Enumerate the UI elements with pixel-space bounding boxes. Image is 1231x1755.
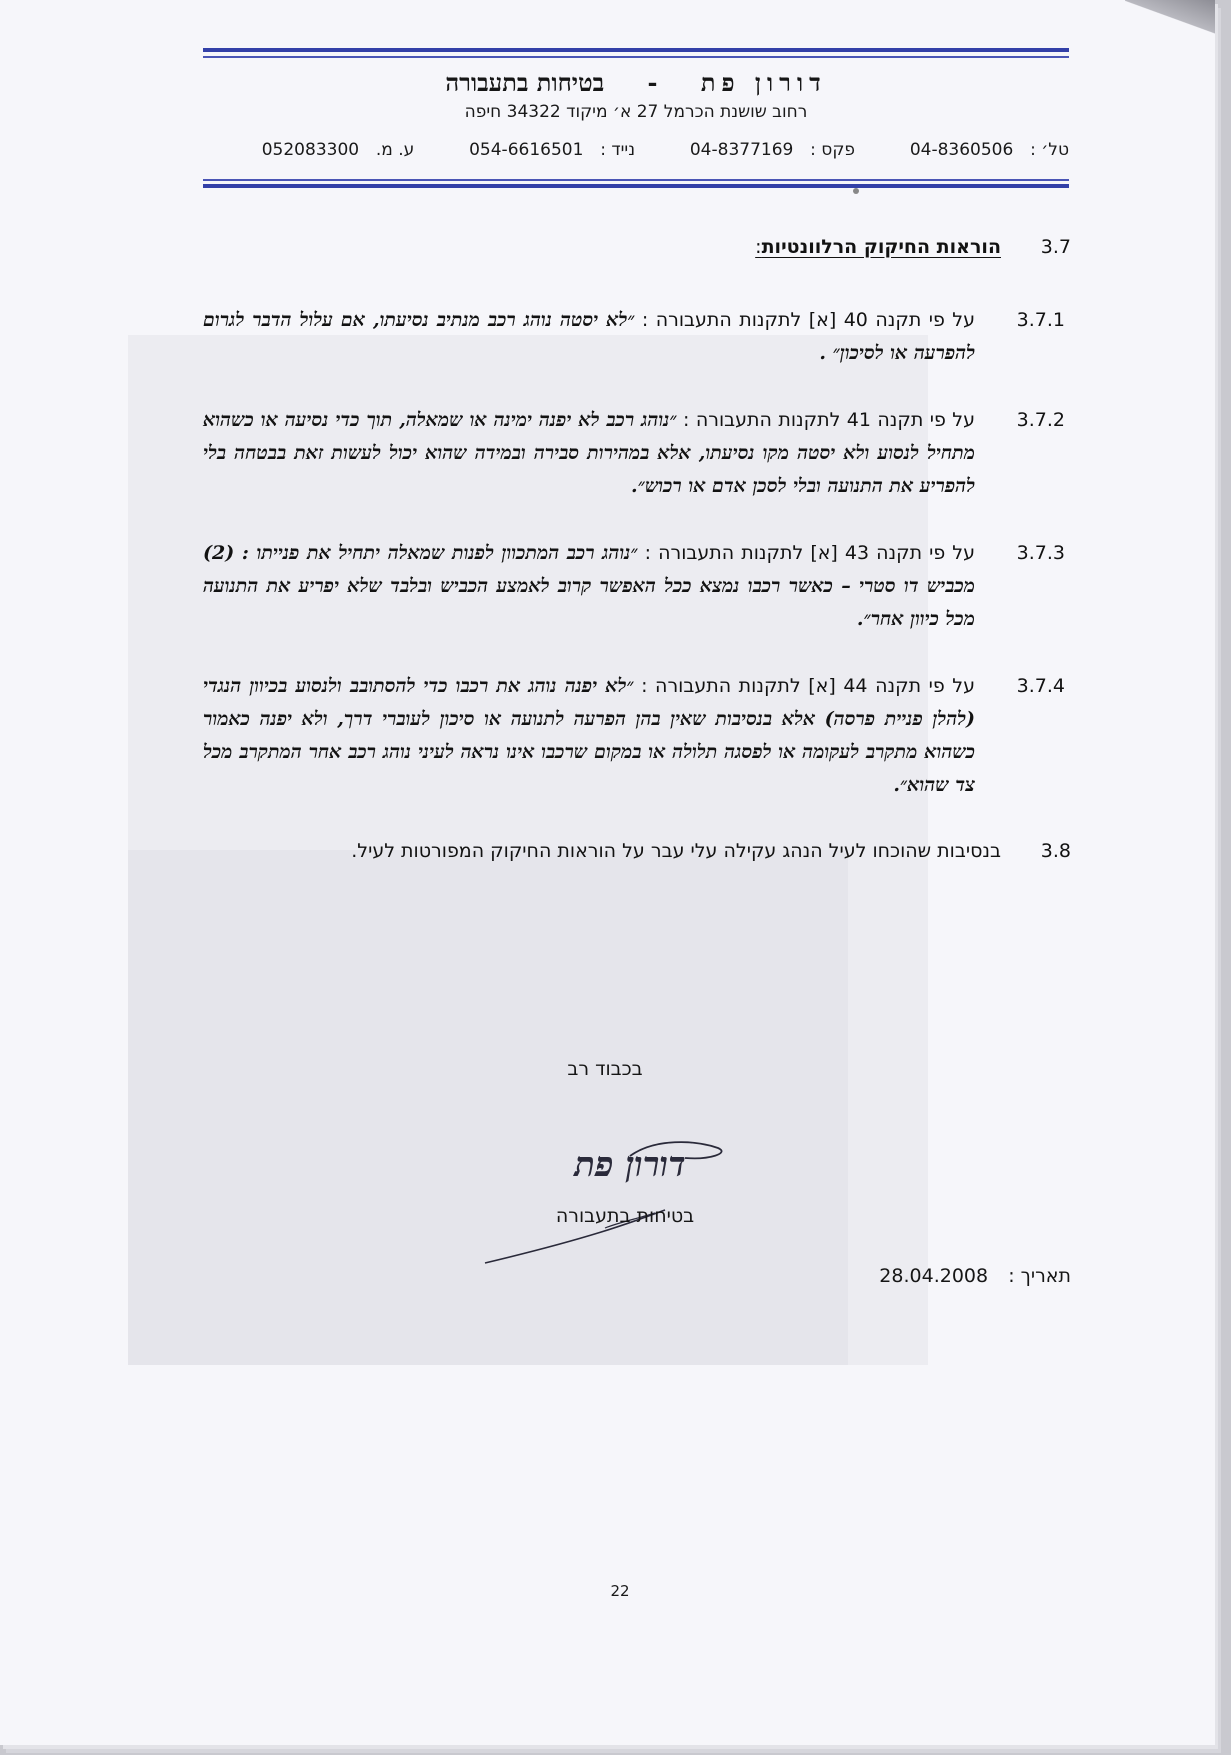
subsection-lead: על פי תקנה 40 [א] לתקנות התעבורה : [634, 309, 975, 331]
company-id-label: ע. מ. [375, 140, 415, 160]
fax-number: 04-8377169 [689, 140, 794, 160]
date-line [800, 1265, 1071, 1287]
letterhead-rule-top-thin [203, 56, 1069, 58]
company-line [203, 68, 1069, 98]
date-label: תאריך : [1008, 1265, 1071, 1287]
regulation-quote: ״לא יסטה נוהג רכב מנתיב נסיעתו, אם עלול הדבר לגרום להפרעה או לסיכון״ . [203, 309, 975, 364]
subsection-3-7-2 [203, 404, 1071, 503]
section-3-8-text: בנסיבות שהוכחו לעיל הנהג עקילה עלי עבר על הוראות החיקוק המפורטות לעיל. [351, 840, 1001, 862]
section-number: 3.7 [1040, 236, 1071, 258]
fax-label: פקס : [810, 140, 855, 160]
folded-corner [1125, 0, 1215, 50]
subsection-lead: על פי תקנה 43 [א] לתקנות התעבורה : [637, 542, 975, 564]
contact-line [203, 140, 1069, 160]
mobile-number: 054-6616501 [469, 140, 584, 160]
subsection-number: 3.7.1 [1016, 309, 1065, 331]
section-title-colon: : [755, 236, 762, 258]
company-separator: - [647, 68, 658, 97]
subsection-3-7-3 [203, 537, 1071, 636]
page-number: 22 [610, 1582, 630, 1600]
section-number: 3.8 [1040, 840, 1071, 862]
letterhead-rule-bottom [203, 184, 1069, 188]
subsection-lead: על פי תקנה 44 [א] לתקנות התעבורה : [633, 675, 975, 697]
company-name: דורון פת [700, 68, 827, 97]
letter-body [203, 236, 1071, 867]
signer-title: בטיחות בתעבורה [555, 1205, 695, 1227]
subsection-number: 3.7.4 [1016, 675, 1065, 697]
subsection-3-7-1 [203, 304, 1071, 370]
phone-number: 04-8360506 [909, 140, 1014, 160]
letterhead-rule-bottom-thin [203, 179, 1069, 181]
section-3-7-heading [203, 236, 1071, 266]
subsection-number: 3.7.2 [1016, 409, 1065, 431]
section-title [755, 236, 1001, 258]
company-tagline: בטיחות בתעבורה [445, 68, 605, 97]
regulation-quote: ״נוהג רכב המתכוון לפנות שמאלה יתחיל את פנייתו : (2) מכביש דו סטרי – כאשר רכבו נמצא ככל האפשר קרוב לאמצע הכביש ובלבד שלא יפריע את התנועה מכל כיוון אחר״. [203, 542, 975, 630]
signature-handwriting: דורון פת [574, 1145, 686, 1185]
regulation-quote: ״נוהג רכב לא יפנה ימינה או שמאלה, תוך כדי נסיעה או כשהוא מתחיל לנסוע ולא יסטה מקו נסיעתו, אלא במהירות סבירה ובמידה שהוא יכול לעשות זאת בבטחה בלי להפריע את התנועה ובלי לסכן אדם או רכוש״. [203, 409, 975, 497]
section-3-8 [203, 836, 1071, 867]
letterhead [203, 48, 1069, 198]
subsection-3-7-4 [203, 670, 1071, 802]
paper-show-through-lower [128, 850, 848, 1365]
regulation-quote: ״לא יפנה נוהג את רכבו כדי להסתובב ולנסוע בכיוון הנגדי (להלן פניית פרסה) אלא בנסיבות שאין בהן הפרעה לתנועה או סיכון לעוברי דרך, ולא יפנה כאמור כשהוא מתקרב לעקומה או לפסגה תלולה או במקום שרכבו אינו נראה לעיני נוהג רכב אחר המתקרב מכל צד שהוא״. [203, 675, 975, 796]
company-id: 052083300 [261, 140, 360, 160]
company-address: רחוב שושנת הכרמל 27 א׳ מיקוד 34322 חיפה [464, 102, 808, 122]
date-value: 28.04.2008 [879, 1265, 989, 1287]
section-title-text: הוראות החיקוק הרלוונטיות [761, 236, 1001, 258]
closing-regards: בכבוד רב [567, 1058, 643, 1080]
letterhead-rule-top [203, 48, 1069, 52]
mobile-label: נייד : [600, 140, 636, 160]
handwritten-signature [480, 1118, 760, 1268]
subsection-lead: על פי תקנה 41 לתקנות התעבורה : [676, 409, 975, 431]
phone-label: טל׳ : [1030, 140, 1069, 160]
signature-drawing [480, 1118, 760, 1268]
subsection-number: 3.7.3 [1016, 542, 1065, 564]
